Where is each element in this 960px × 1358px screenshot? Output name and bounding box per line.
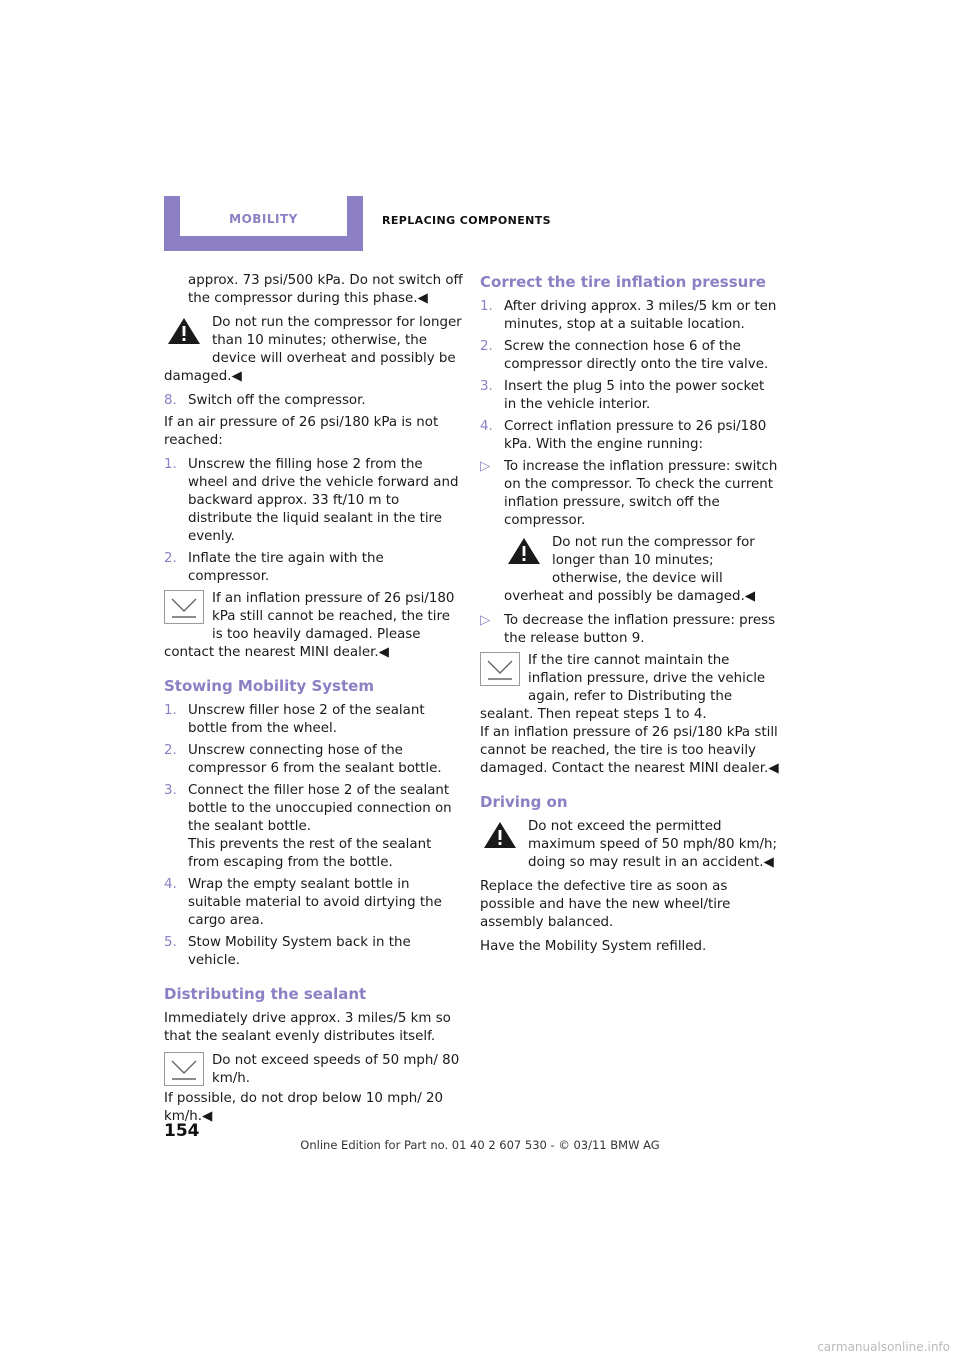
- bullet-item: [480, 612, 780, 648]
- chapter-tab-label: MOBILITY: [229, 212, 298, 226]
- step-text: Inflate the tire again with the compressor.: [188, 551, 384, 584]
- heading-stowing: Stowing Mobility System: [164, 677, 374, 695]
- warning-text: Do not run the compressor for longer than 10 minutes; otherwise, the device will overheat and possibly be damaged.◀: [504, 535, 756, 604]
- bullet-text: To increase the inflation pressure: switch on the compressor. To check the current inflation pressure, switch off the compressor.: [504, 459, 778, 528]
- warning-triangle-icon: [504, 534, 544, 570]
- step-text: Screw the connection hose 6 of the compressor directly onto the tire valve.: [504, 339, 769, 372]
- watermark: carmanualsonline.info: [817, 1340, 950, 1354]
- list-item: [480, 418, 780, 454]
- step-number: 3.: [480, 379, 493, 394]
- paragraph: Immediately drive approx. 3 miles/5 km so that the sealant evenly distributes itself.: [164, 1011, 451, 1044]
- step-text: After driving approx. 3 miles/5 km or ten minutes, stop at a suitable location.: [504, 299, 777, 332]
- step-number: 2.: [480, 339, 493, 354]
- step-number: 1.: [480, 299, 493, 314]
- paragraph: Replace the defective tire as soon as possible and have the new wheel/tire assembly balanced.: [480, 879, 731, 930]
- step-text: Unscrew the filling hose 2 from the wheel and drive the vehicle forward and backward approx. 33 ft/10 m to distribute the liquid sealant in the tire evenly.: [188, 457, 459, 544]
- edition-footer: Online Edition for Part no. 01 40 2 607 530 - © 03/11 BMW AG: [300, 1138, 660, 1152]
- list-item: [164, 782, 464, 872]
- info-text-continued: If possible, do not drop below 10 mph/ 20 km/h.◀: [164, 1091, 444, 1124]
- step-number: 3.: [164, 783, 177, 798]
- section-title: REPLACING COMPONENTS: [382, 214, 551, 227]
- step-number: 2.: [164, 743, 177, 758]
- info-note: [480, 652, 780, 778]
- step-text-line: This prevents the rest of the sealant from escaping from the bottle.: [188, 837, 432, 870]
- warning-text: Do not run the compressor for longer than 10 minutes; otherwise, the device will overheat and possibly be damaged.◀: [164, 315, 462, 384]
- step-number: 1.: [164, 457, 177, 472]
- step-number: 5.: [164, 935, 177, 950]
- list-item: [480, 298, 780, 334]
- info-note: [164, 590, 464, 662]
- chapter-tab-inner: [180, 196, 347, 236]
- warning-triangle-icon: [480, 818, 520, 854]
- step-text: Wrap the empty sealant bottle in suitable material to avoid dirtying the cargo area.: [188, 877, 442, 928]
- step-text: Insert the plug 5 into the power socket in the vehicle interior.: [504, 379, 765, 412]
- step-number: 4.: [164, 877, 177, 892]
- page-number: 154: [164, 1121, 200, 1141]
- warning-text: Do not exceed the permitted maximum speed of 50 mph/80 km/h; doing so may result in an accident.◀: [528, 819, 778, 870]
- heading-distributing: Distributing the sealant: [164, 985, 367, 1003]
- chapter-tab: [164, 196, 363, 251]
- step-text: Switch off the compressor.: [188, 393, 366, 408]
- list-item: [164, 456, 464, 546]
- right-column: [480, 272, 780, 962]
- bullet-arrow-icon: ▷: [480, 613, 491, 628]
- heading-correct-pressure: Correct the tire inflation pressure: [480, 273, 766, 291]
- info-arrow-icon: [164, 590, 204, 626]
- left-column: [164, 272, 464, 1132]
- paragraph: If an air pressure of 26 psi/180 kPa is not reached:: [164, 415, 439, 448]
- info-text: Do not exceed speeds of 50 mph/ 80 km/h.: [212, 1053, 460, 1086]
- list-item: [164, 550, 464, 586]
- warning-note: [164, 314, 464, 386]
- list-item: [164, 742, 464, 778]
- step-text-line: Connect the filler hose 2 of the sealant bottle to the unoccupied connection on the sealant bottle.: [188, 783, 452, 834]
- info-arrow-icon: [480, 652, 520, 688]
- step-text: Unscrew connecting hose of the compressor 6 from the sealant bottle.: [188, 743, 442, 776]
- info-text: If the tire cannot maintain the inflation pressure, drive the vehicle again, refer to Distributing the sealant. Then repeat steps 1 to 4.: [480, 653, 766, 722]
- info-text: If an inflation pressure of 26 psi/180 kPa still cannot be reached, the tire is too heavily damaged. Please contact the nearest MINI dealer.◀: [164, 591, 455, 660]
- paragraph: Have the Mobility System refilled.: [480, 939, 707, 954]
- bullet-arrow-icon: ▷: [480, 459, 491, 474]
- list-item: [164, 702, 464, 738]
- step-number: 2.: [164, 551, 177, 566]
- list-item: [164, 392, 464, 410]
- step-text: Stow Mobility System back in the vehicle.: [188, 935, 411, 968]
- warning-note: [480, 818, 780, 872]
- list-item: [164, 876, 464, 930]
- list-item: [164, 934, 464, 970]
- step-text: [188, 782, 464, 872]
- step-number: 4.: [480, 419, 493, 434]
- list-item: [480, 338, 780, 374]
- step-text: Unscrew filler hose 2 of the sealant bottle from the wheel.: [188, 703, 425, 736]
- list-item: [480, 378, 780, 414]
- info-arrow-icon: [164, 1052, 204, 1088]
- step-number: 8.: [164, 393, 177, 408]
- info-text-continued: If an inflation pressure of 26 psi/180 kPa still cannot be reached, the tire is too heavily damaged. Contact the nearest MINI dealer.◀: [480, 725, 779, 776]
- step-number: 1.: [164, 703, 177, 718]
- warning-note: [480, 534, 780, 606]
- warning-triangle-icon: [164, 314, 204, 350]
- paragraph: approx. 73 psi/500 kPa. Do not switch off the compressor during this phase.◀: [188, 273, 463, 306]
- bullet-text: To decrease the inflation pressure: press the release button 9.: [504, 613, 776, 646]
- bullet-item: [480, 458, 780, 530]
- info-note: [164, 1052, 464, 1126]
- heading-driving-on: Driving on: [480, 793, 568, 811]
- step-text: Correct inflation pressure to 26 psi/180 kPa. With the engine running:: [504, 419, 767, 452]
